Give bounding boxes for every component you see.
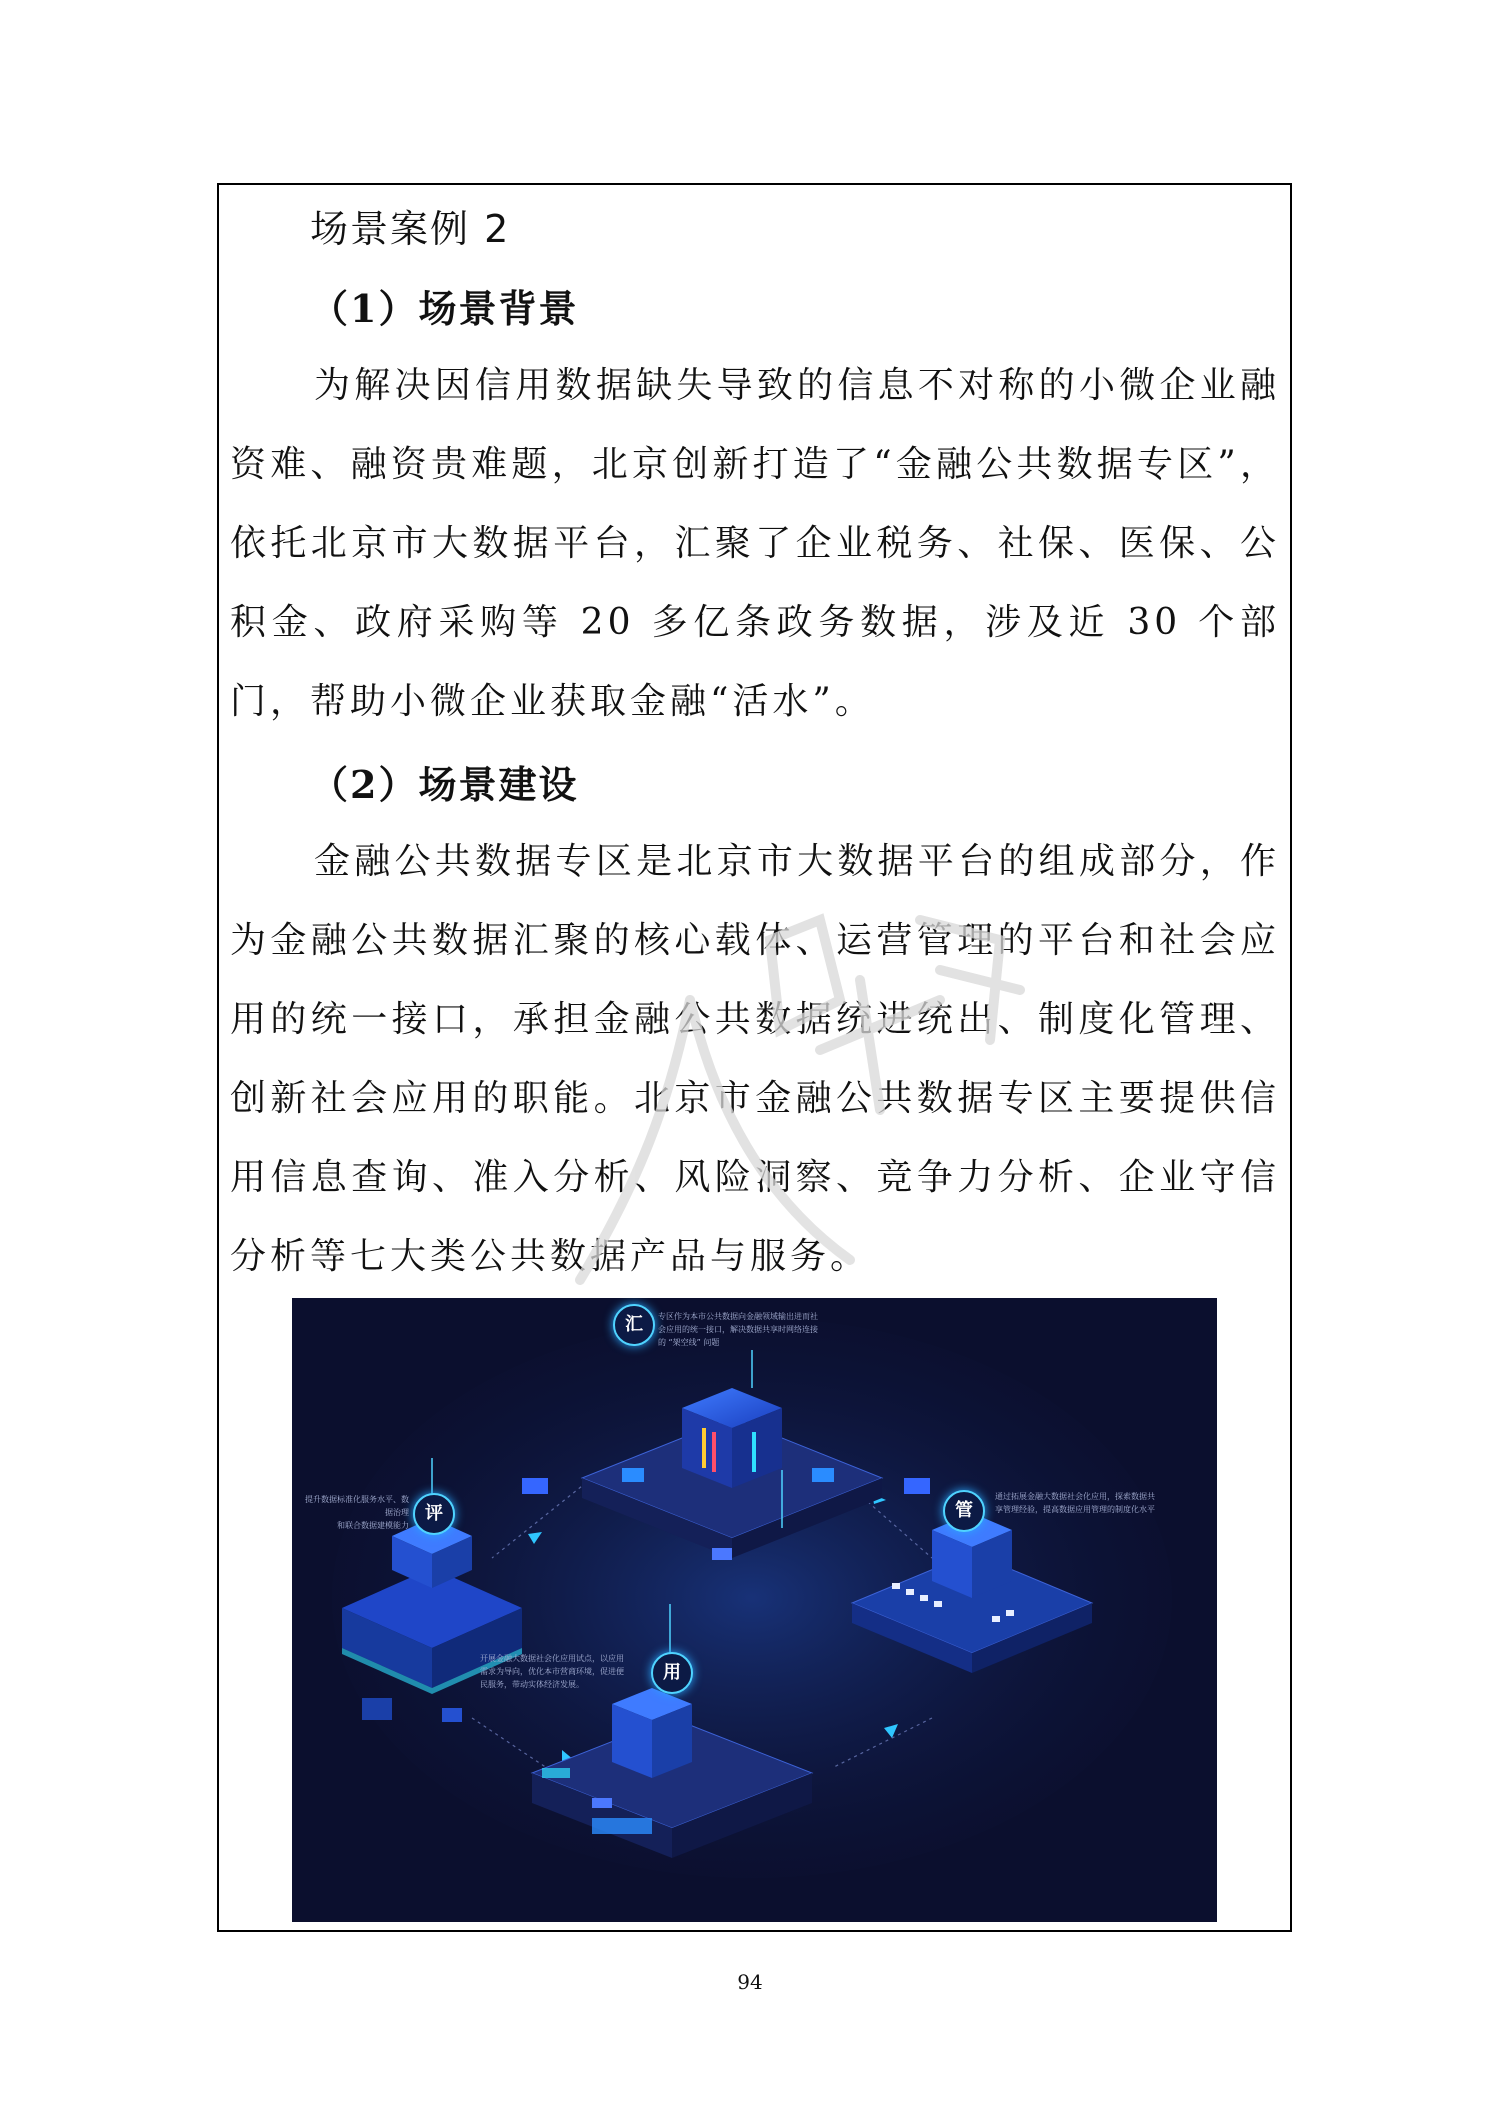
section1-text: 为解决因信用数据缺失导致的信息不对称的小微企业融资难、融资贵难题，北京创新打造了“金融公共数据专区”，依托北京市大数据平台，汇聚了企业税务、社保、医保、公积金、政府采购等 20 多亿条政务数据，涉及近 30 个部门，帮助小微企业获取金融“活水”。: [230, 365, 1280, 722]
badge-yong: 用: [651, 1652, 693, 1694]
callout-guan: [995, 1490, 1155, 1516]
data-zone-illustration: [292, 1298, 1217, 1922]
callout-guan-line: 享管理经验，提高数据应用管理的制度化水平: [995, 1505, 1155, 1514]
callout-guan-line: 通过拓展金融大数据社会化应用，探索数据共: [995, 1492, 1155, 1501]
callout-ping-line: 提升数据标准化服务水平、数据治理: [305, 1495, 409, 1517]
callout-ping: [304, 1493, 409, 1532]
callout-hui-line: 专区作为本市公共数据向金融领域输出进而社: [658, 1312, 818, 1321]
callout-ping-line: 和联合数据建模能力: [337, 1521, 409, 1530]
case-title: 场景案例 2: [310, 207, 511, 251]
callout-yong-line: 开展金融大数据社会化应用试点，以应用: [480, 1654, 624, 1663]
illustration-graphic: [292, 1298, 1217, 1922]
section2-paragraph: [230, 822, 1280, 1296]
page-number: 94: [737, 1970, 763, 1994]
badge-ping: 评: [413, 1493, 455, 1535]
section1-paragraph: [230, 346, 1280, 741]
callout-yong-line: 需求为导向，优化本市营商环境，促进便: [480, 1667, 624, 1676]
badge-guan: 管: [943, 1490, 985, 1532]
callout-hui: [658, 1310, 818, 1349]
callout-hui-line: 的 “架空线” 问题: [658, 1338, 720, 1347]
callout-yong-line: 民服务，带动实体经济发展。: [480, 1680, 584, 1689]
section2-text: 金融公共数据专区是北京市大数据平台的组成部分，作为金融公共数据汇聚的核心载体、运营管理的平台和社会应用的统一接口，承担金融公共数据统进统出、制度化管理、创新社会应用的职能。北京市金融公共数据专区主要提供信用信息查询、准入分析、风险洞察、竞争力分析、企业守信分析等七大类公共数据产品与服务。: [230, 841, 1280, 1277]
badge-hui: 汇: [613, 1304, 655, 1346]
callout-yong: [480, 1652, 624, 1691]
section1-heading: （1）场景背景: [310, 286, 579, 331]
section2-heading: （2）场景建设: [310, 762, 579, 807]
callout-hui-line: 会应用的统一接口，解决数据共享时网络连接: [658, 1325, 818, 1334]
